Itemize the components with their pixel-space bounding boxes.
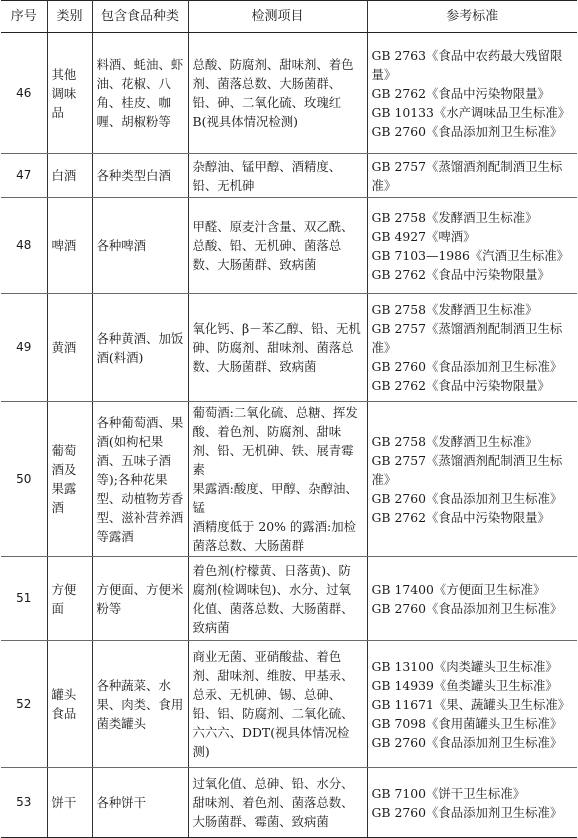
row-category: 黄酒 — [47, 294, 92, 402]
standard-item: GB 2758《发酵酒卫生标准》 — [371, 209, 538, 225]
row-number: 52 — [1, 641, 47, 768]
header-test-items: 检测项目 — [188, 1, 367, 33]
table-row — [1, 641, 577, 768]
row-standards — [367, 641, 577, 768]
row-test-items: 氧化钙、β－苯乙醇、铅、无机砷、防腐剂、甜味剂、菌落总数、大肠菌群、致病菌 — [188, 294, 367, 402]
table-row — [1, 294, 577, 402]
table-row — [1, 557, 577, 641]
standard-item: GB 13100《肉类罐头卫生标准》 — [371, 658, 558, 674]
standard-item: GB 17400《方便面卫生标准》 — [371, 581, 546, 597]
standard-item: GB 2762《食品中污染物限量》 — [371, 266, 550, 282]
row-number: 53 — [1, 768, 47, 838]
row-test-items: 葡萄酒:二氧化硫、总糖、挥发酸、着色剂、防腐剂、甜味剂、铅、无机砷、铁、展青霉素 果露酒:酸度、甲醇、杂醇油、锰 酒精度低于 20% 的露酒:加检菌落总数、大肠菌群 — [188, 402, 367, 557]
standard-item: GB 2757《蒸馏酒剂配制酒卫生标准》 — [371, 158, 563, 193]
food-testing-table — [1, 0, 577, 838]
row-standards — [367, 294, 577, 402]
row-standards — [367, 33, 577, 154]
row-food-kinds: 各种黄酒、加饭酒(料酒) — [92, 294, 188, 402]
standard-item: GB 2757《蒸馏酒剂配制酒卫生标准》 — [371, 321, 563, 355]
standard-item: GB 2760《食品添加剂卫生标准》 — [371, 359, 563, 374]
row-category: 葡萄酒及果露酒 — [47, 402, 92, 557]
row-test-items: 过氧化值、总砷、铅、水分、甜味剂、着色剂、菌落总数、大肠菌群、霉菌、致病菌 — [188, 768, 367, 838]
standard-item: GB 2760《食品添加剂卫生标准》 — [371, 600, 563, 616]
row-category: 饼干 — [47, 768, 92, 838]
row-category: 方便面 — [47, 557, 92, 641]
standard-item: GB 2762《食品中污染物限量》 — [371, 509, 550, 525]
row-number: 48 — [1, 198, 47, 294]
row-food-kinds: 各种蔬菜、水果、肉类、食用菌类罐头 — [92, 641, 188, 768]
row-food-kinds: 各种类型白酒 — [92, 154, 188, 198]
row-food-kinds: 各种葡萄酒、果酒(如枸杞果酒、五味子酒等);各种花果型、动植物芳香型、滋补营养酒等露酒 — [92, 402, 188, 557]
standard-item: GB 7098《食用菌罐头卫生标准》 — [371, 715, 563, 731]
standard-item: GB 4927《啤酒》 — [371, 228, 476, 244]
standard-item: GB 10133《水产调味品卫生标准》 — [371, 104, 571, 120]
header-number: 序号 — [1, 1, 47, 33]
table-row — [1, 402, 577, 557]
row-test-items: 总酸、防腐剂、甜味剂、着色剂、菌落总数、大肠菌群、铅、砷、二氧化硫、玫瑰红 B(视具体情况检测) — [188, 33, 367, 154]
row-standards — [367, 198, 577, 294]
row-food-kinds: 方便面、方便米粉等 — [92, 557, 188, 641]
header-food-kinds: 包含食品种类 — [92, 1, 188, 33]
standard-item: GB 2760《食品添加剂卫生标准》 — [371, 804, 563, 820]
row-category: 其他调味品 — [47, 33, 92, 154]
standard-item: GB 2763《食品中农药最大残留限量》 — [371, 47, 563, 82]
row-food-kinds: 各种啤酒 — [92, 198, 188, 294]
row-number: 46 — [1, 33, 47, 154]
row-category: 罐头食品 — [47, 641, 92, 768]
table-row — [1, 198, 577, 294]
row-number: 50 — [1, 402, 47, 557]
standard-item: GB 14939《鱼类罐头卫生标准》 — [371, 677, 558, 693]
standard-item: GB 2760《食品添加剂卫生标准》 — [371, 734, 563, 750]
standard-item: GB 11671《果、蔬罐头卫生标准》 — [371, 696, 571, 712]
row-food-kinds: 各种饼干 — [92, 768, 188, 838]
standard-item: GB 7103—1986《汽酒卫生标准》 — [371, 247, 570, 263]
row-number: 51 — [1, 557, 47, 641]
row-category: 白酒 — [47, 154, 92, 198]
header-row — [1, 1, 577, 33]
standard-item: GB 7100《饼干卫生标准》 — [371, 785, 526, 801]
row-number: 47 — [1, 154, 47, 198]
header-category: 类别 — [47, 1, 92, 33]
row-test-items: 甲醛、原麦汁含量、双乙酰、总酸、铅、无机砷、菌落总数、大肠菌群、致病菌 — [188, 198, 367, 294]
row-standards — [367, 768, 577, 838]
row-standards — [367, 154, 577, 198]
standard-item: GB 2762《食品中污染物限量》 — [371, 85, 550, 101]
row-number: 49 — [1, 294, 47, 402]
table-row — [1, 33, 577, 154]
table-row — [1, 768, 577, 838]
table-row — [1, 154, 577, 198]
row-test-items: 着色剂(柠檬黄、日落黄)、防腐剂(检调味包)、水分、过氧化值、菌落总数、大肠菌群、致病菌 — [188, 557, 367, 641]
standard-item: GB 2760《食品添加剂卫生标准》 — [371, 490, 563, 506]
standard-item: GB 2758《发酵酒卫生标准》 — [371, 433, 538, 449]
header-reference-standards: 参考标准 — [367, 1, 577, 33]
row-food-kinds: 料酒、蚝油、虾油、花椒、八角、桂皮、咖喱、胡椒粉等 — [92, 33, 188, 154]
standard-item: GB 2762《食品中污染物限量》 — [371, 378, 550, 393]
row-test-items: 杂醇油、锰甲醇、酒精度、铅、无机砷 — [188, 154, 367, 198]
standard-item: GB 2757《蒸馏酒剂配制酒卫生标准》 — [371, 452, 563, 487]
standard-item: GB 2760《食品添加剂卫生标准》 — [371, 123, 563, 139]
row-test-items: 商业无菌、亚硝酸盐、着色剂、甜味剂、维胺、甲基汞、总汞、无机砷、锡、总砷、铅、铝、防腐剂、二氧化硫、六六六、DDT(视具体情况检测) — [188, 641, 367, 768]
row-standards — [367, 557, 577, 641]
row-standards — [367, 402, 577, 557]
row-category: 啤酒 — [47, 198, 92, 294]
standard-item: GB 2758《发酵酒卫生标准》 — [371, 302, 538, 317]
